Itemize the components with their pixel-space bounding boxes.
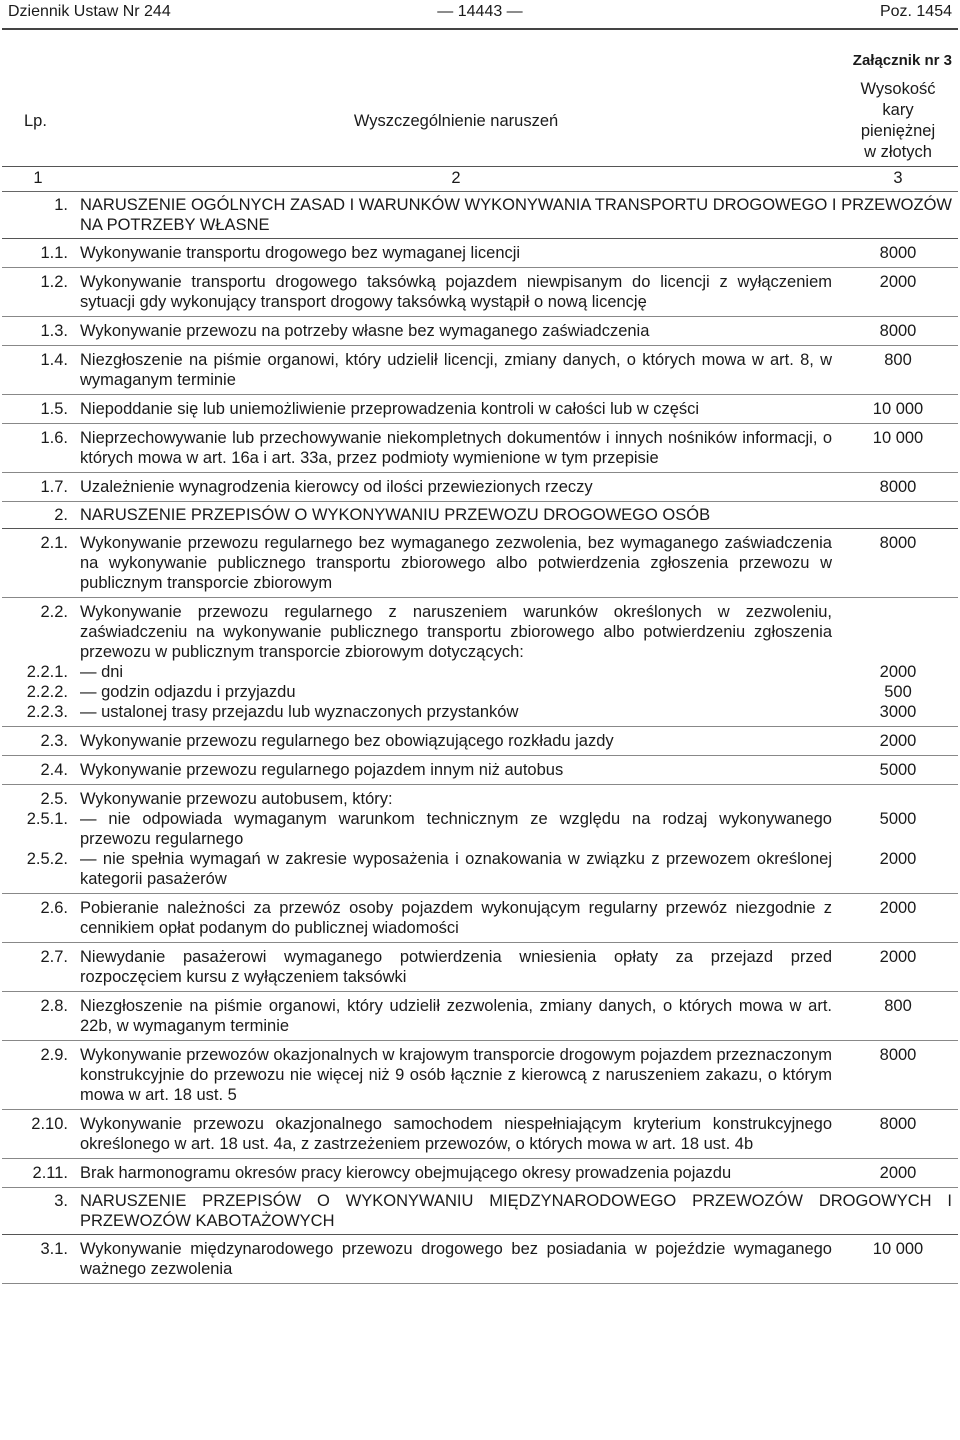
column-number-row (2, 167, 958, 192)
journal-title: Dziennik Ustaw Nr 244 (8, 3, 171, 20)
row-lp-main: 2.2. (40, 603, 68, 621)
subrow-lp: 2.2.1. (26, 663, 68, 681)
table-row (2, 992, 958, 1041)
row-description: Wykonywanie przewozu regularnego bez obowiązującego rozkładu jazdy (74, 727, 838, 756)
row-description: Pobieranie należności za przewóz osoby pojazdem wykonującym regularny przewóz niezgodnie z cennikiem opłat podanym do publicznej wiadomości (74, 894, 838, 943)
row-lp: 2.8. (2, 992, 74, 1041)
table-row (2, 239, 958, 268)
table-row (2, 1110, 958, 1159)
header-description: Wyszczególnienie naruszeń (74, 76, 838, 167)
row-amount: 800 (838, 992, 958, 1041)
row-lp: 1.7. (2, 473, 74, 502)
row-description: Wykonywanie transportu drogowego taksówką pojazdem niewpisanym do licencji z wyłączeniem sytuacji gdy wykonujący transport drogowy taksówką wystąpił o nową licencję (74, 268, 838, 317)
column-number: 3 (838, 167, 958, 192)
row-amount: 2000 (838, 894, 958, 943)
section-row (2, 502, 958, 529)
header-lp: Lp. (2, 76, 74, 167)
subrow-amount: 3000 (879, 703, 917, 721)
row-lp: 2.9. (2, 1041, 74, 1110)
table-row (2, 1235, 958, 1284)
row-amount: 2000 (838, 943, 958, 992)
section-row (2, 1188, 958, 1235)
section-row (2, 192, 958, 239)
row-lp: 2.6. (2, 894, 74, 943)
row-description: Wykonywanie przewozu regularnego pojazdem innym niż autobus (74, 756, 838, 785)
row-description-main: Wykonywanie przewozu regularnego z naruszeniem warunków określonych w zezwoleniu, zaświadczeniu na wykonywanie publicznego transportu zbiorowego albo potwierdzeniu zgłoszenia przewozu w publicznym transporcie zbiorowym dotyczących: (80, 603, 832, 661)
penalty-table (2, 76, 958, 1284)
row-amount: 8000 (838, 1110, 958, 1159)
row-description: NARUSZENIE PRZEPISÓW O WYKONYWANIU PRZEWOZU DROGOWEGO OSÓB (74, 502, 958, 529)
subrow-description: — dni (80, 663, 124, 681)
annex-label: Załącznik nr 3 (852, 52, 952, 69)
row-description: Wykonywanie przewozów okazjonalnych w krajowym transporcie drogowym pojazdem przeznaczonym konstrukcyjnie do przewozu nie więcej niż 9 osób łącznie z kierowcą z naruszeniem zakazu, o którym mowa w art. 18 ust. 5 (74, 1041, 838, 1110)
row-amount: 2000 (838, 727, 958, 756)
table-row (2, 529, 958, 598)
column-number: 2 (74, 167, 838, 192)
row-lp: 1.4. (2, 346, 74, 395)
row-amount: 10 000 (838, 395, 958, 424)
row-lp: 2.10. (2, 1110, 74, 1159)
table-row (2, 424, 958, 473)
row-description: Niezgłoszenie na piśmie organowi, który udzielił licencji, zmiany danych, o których mowa w art. 8, w wymaganym terminie (74, 346, 838, 395)
row-amount: 8000 (838, 239, 958, 268)
table-row (2, 346, 958, 395)
table-row (2, 268, 958, 317)
row-description: Nieprzechowywanie lub przechowywanie niekompletnych dokumentów i innych nośników informacji, o których mowa w art. 16a i art. 33a, przez podmioty wymienione w tym przepisie (74, 424, 838, 473)
row-lp: 3.1. (2, 1235, 74, 1284)
row-description: Uzależnienie wynagrodzenia kierowcy od ilości przewiezionych rzeczy (74, 473, 838, 502)
row-lp (2, 785, 74, 894)
row-description (74, 785, 838, 894)
row-lp: 3. (2, 1188, 74, 1235)
row-amount: 5000 (838, 756, 958, 785)
subrow-description: — nie spełnia wymagań w zakresie wyposażenia i oznakowania w związku z przewozem określonej kategorii pasażerów (80, 850, 832, 888)
table-row (2, 473, 958, 502)
row-lp: 2.1. (2, 529, 74, 598)
subrow-lp: 2.5.2. (26, 850, 68, 868)
row-lp: 2.11. (2, 1159, 74, 1188)
row-amount: 2000 (838, 268, 958, 317)
subrow-lp: 2.2.3. (26, 703, 68, 721)
row-lp: 2.7. (2, 943, 74, 992)
row-description: Wykonywanie międzynarodowego przewozu drogowego bez posiadania w pojeździe wymaganego ważnego zezwolenia (74, 1235, 838, 1284)
row-lp: 2. (2, 502, 74, 529)
row-description: Niepoddanie się lub uniemożliwienie przeprowadzenia kontroli w całości lub w części (74, 395, 838, 424)
subrow-lp: 2.2.2. (26, 683, 68, 701)
row-lp: 1.1. (2, 239, 74, 268)
table-row (2, 317, 958, 346)
row-amount: 800 (838, 346, 958, 395)
header-amount (838, 76, 958, 167)
table-row (2, 785, 958, 894)
table-row (2, 598, 958, 727)
row-description-main: Wykonywanie przewozu autobusem, który: (80, 790, 393, 808)
row-description: Wykonywanie transportu drogowego bez wymaganej licencji (74, 239, 838, 268)
subrow-description: — nie odpowiada wymaganym warunkom technicznym ze względu na rodzaj wykonywanego przewozu regularnego (80, 810, 832, 848)
row-lp: 1.2. (2, 268, 74, 317)
row-description: Wykonywanie przewozu na potrzeby własne bez wymaganego zaświadczenia (74, 317, 838, 346)
position-number: Poz. 1454 (879, 3, 952, 20)
table-row (2, 727, 958, 756)
table-row (2, 395, 958, 424)
row-amount: 10 000 (838, 424, 958, 473)
header-amount-line: pieniężnej (860, 122, 936, 140)
row-lp: 1.6. (2, 424, 74, 473)
row-amount (838, 785, 958, 894)
row-description: Niewydanie pasażerowi wymaganego potwierdzenia wniesienia opłaty za przejazd przed rozpoczęciem kursu z wyłączeniem taksówki (74, 943, 838, 992)
subrow-description: — ustalonej trasy przejazdu lub wyznaczonych przystanków (80, 703, 519, 721)
row-lp: 1.3. (2, 317, 74, 346)
subrow-amount: 500 (884, 683, 912, 701)
table-row (2, 1041, 958, 1110)
subrow-amount: 5000 (879, 810, 917, 828)
row-description: Brak harmonogramu okresów pracy kierowcy obejmującego okresy prowadzenia pojazdu (74, 1159, 838, 1188)
table-row (2, 894, 958, 943)
row-description: Wykonywanie przewozu okazjonalnego samochodem niespełniającym kryterium konstrukcyjnego określonego w art. 18 ust. 4a, z zastrzeżeniem przewozów, o których mowa w art. 18 ust. 4b (74, 1110, 838, 1159)
row-description: Wykonywanie przewozu regularnego bez wymaganego zezwolenia, bez wymaganego zaświadczenia na wykonywanie publicznego transportu zbiorowego albo potwierdzenia zgłoszenia przewozu w publicznym transporcie zbiorowym (74, 529, 838, 598)
row-description: NARUSZENIE OGÓLNYCH ZASAD I WARUNKÓW WYKONYWANIA TRANSPORTU DROGOWEGO I PRZEWOZÓW NA POTRZEBY WŁASNE (74, 192, 958, 239)
header-amount-line: Wysokość kary (860, 80, 936, 119)
table-row (2, 1159, 958, 1188)
row-lp: 1.5. (2, 395, 74, 424)
row-lp (2, 598, 74, 727)
subrow-amount: 2000 (879, 663, 917, 681)
row-amount: 10 000 (838, 1235, 958, 1284)
row-description: Niezgłoszenie na piśmie organowi, który udzielił zezwolenia, zmiany danych, o których mowa w art. 22b, w wymaganym terminie (74, 992, 838, 1041)
row-amount: 8000 (838, 529, 958, 598)
subrow-lp: 2.5.1. (26, 810, 68, 828)
row-amount (838, 598, 958, 727)
row-amount: 2000 (838, 1159, 958, 1188)
page-header (0, 0, 960, 30)
header-amount-line: w złotych (864, 143, 932, 161)
column-number: 1 (2, 167, 74, 192)
row-lp: 2.4. (2, 756, 74, 785)
subrow-amount: 2000 (879, 850, 917, 868)
header-divider (2, 28, 958, 30)
row-description (74, 598, 838, 727)
row-lp: 2.3. (2, 727, 74, 756)
row-amount: 8000 (838, 317, 958, 346)
row-description: NARUSZENIE PRZEPISÓW O WYKONYWANIU MIĘDZYNARODOWEGO PRZEWOZÓW DROGOWYCH I PRZEWOZÓW KABOTAŻOWYCH (74, 1188, 958, 1235)
row-amount: 8000 (838, 473, 958, 502)
table-row (2, 943, 958, 992)
row-lp-main: 2.5. (40, 790, 68, 808)
page-number: — 14443 — (437, 3, 523, 20)
row-lp: 1. (2, 192, 74, 239)
table-row (2, 756, 958, 785)
subrow-description: — godzin odjazdu i przyjazdu (80, 683, 296, 701)
row-amount: 8000 (838, 1041, 958, 1110)
table-header-row (2, 76, 958, 167)
